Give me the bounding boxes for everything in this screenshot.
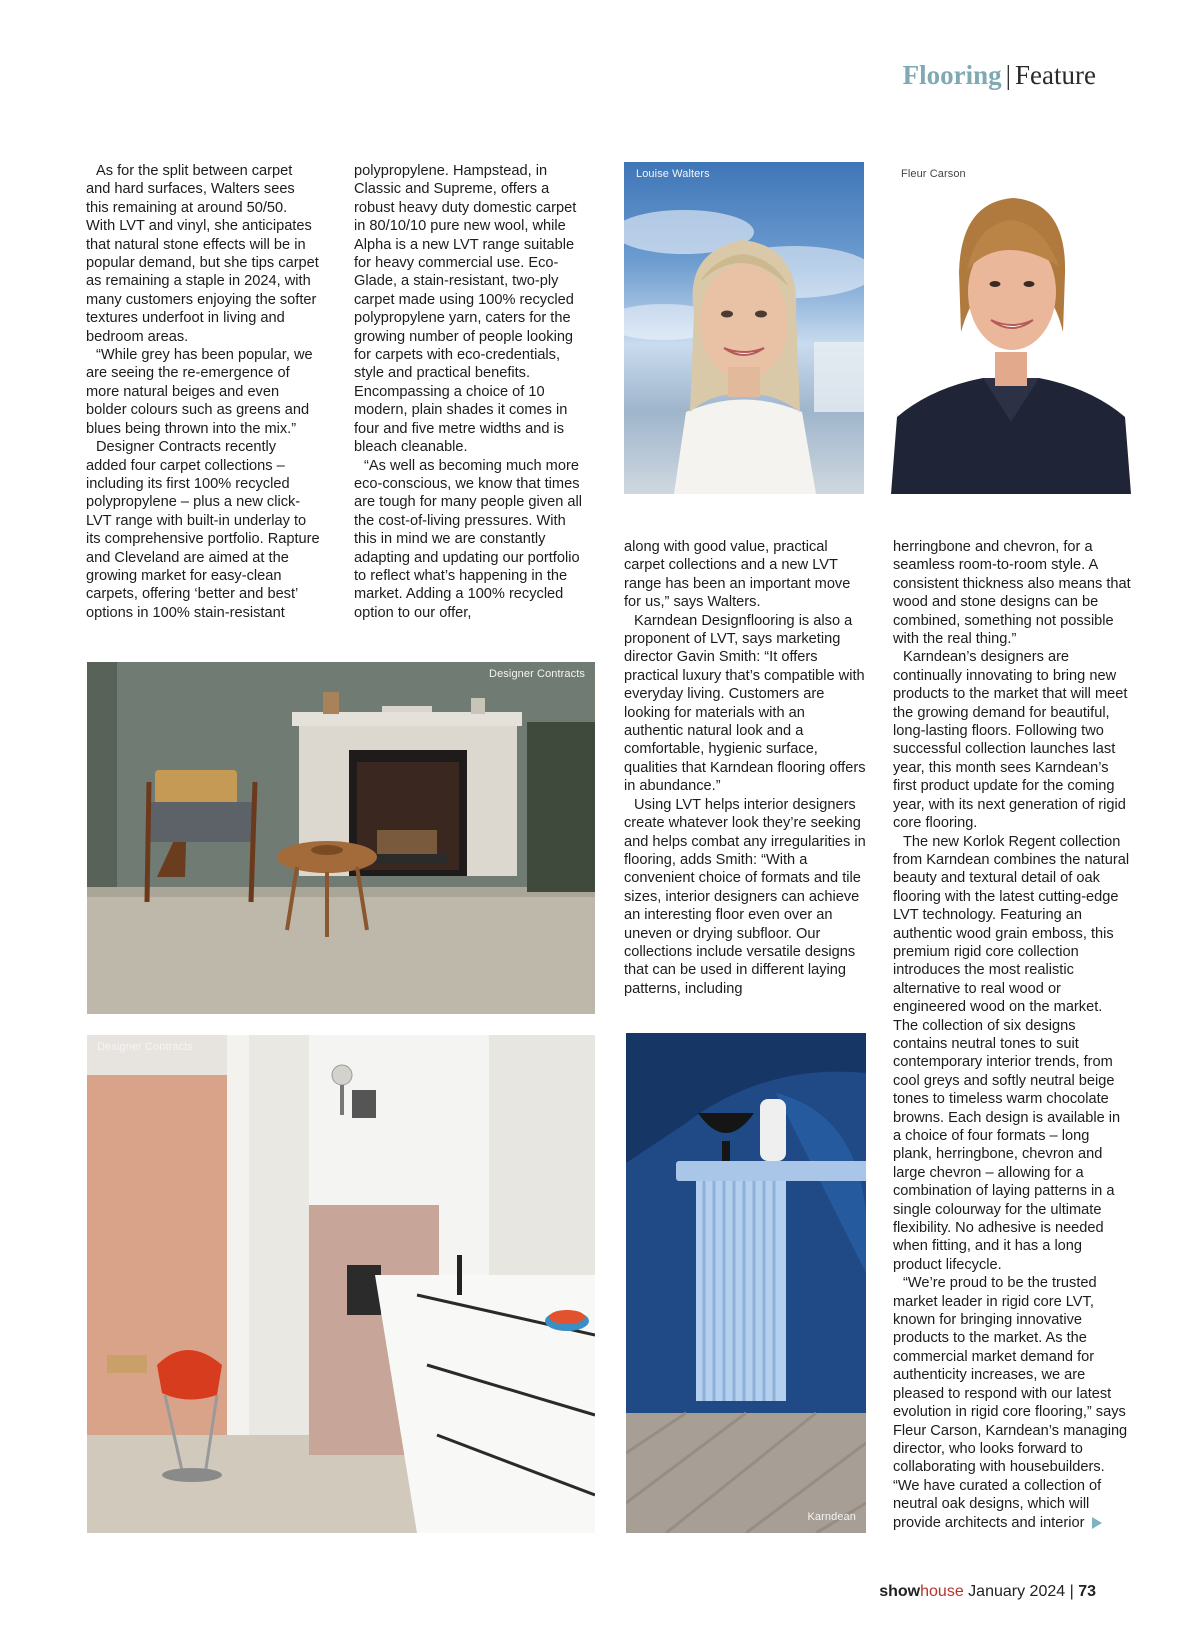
room-illustration	[87, 662, 595, 1014]
paragraph: “As well as becoming much more eco-conscious, we know that times are tough for many people given all the cost-of-living pressures. With this in mind we are constantly adapting and updating our portfolio to reflect what’s happening in the market. Adding a 100% recycled option to our offer,	[354, 457, 582, 621]
kitchen-photo	[87, 1035, 595, 1533]
magazine-brand-show: show	[879, 1583, 921, 1600]
louise-walters-photo	[624, 162, 864, 494]
paragraph-text: “We’re proud to be the trusted market leader in rigid core LVT, known for bringing innovative products to the market. As the commercial market demand for authenticity increases, we are pleased to respond with our latest evolution in rigid core flooring,” says Fleur Carson, Karndean’s managing director, who looks forward to collaborating with housebuilders. “We have curated a collection of neutral oak designs, which will provide architects and interior	[893, 1275, 1128, 1531]
kitchen-illustration	[87, 1035, 595, 1533]
paragraph	[893, 1274, 1131, 1532]
paragraph: Using LVT helps interior designers create whatever look they’re seeking and helps combat any irregularities in flooring, adds Smith: “With a convenient choice of formats and tile sizes, interior designers can achieve an interesting floor even over an uneven or drying subfloor. Our collections include versatile designs that can be used in different laying patterns, including	[624, 796, 866, 997]
paragraph: Designer Contracts recently added four carpet collections – including its first 100% recycled polypropylene – plus a new click-LVT range with built-in underlay to its comprehensive portfolio. Rapture and Cleveland are aimed at the growing market for easy-clean carpets, offering ‘better and best’ options in 100% stain-resistant	[86, 439, 320, 621]
section-kind: Feature	[1015, 60, 1096, 90]
header-separator: |	[1005, 60, 1012, 90]
issue-date: January 2024	[968, 1583, 1066, 1600]
fleur-carson-photo	[891, 162, 1131, 494]
article-column-2	[354, 162, 590, 622]
article-column-1	[86, 162, 320, 622]
photo-caption: Karndean	[807, 1511, 856, 1523]
paragraph: Karndean Designflooring is also a proponent of LVT, says marketing director Gavin Smith: “It offers practical luxury that’s compatible with everyday living. Customers are looking for materials with an authentic natural look and a comfortable, hygienic surface, qualities that Karndean flooring offers in abundance.”	[624, 612, 866, 795]
paragraph: As for the split between carpet and hard surfaces, Walters sees this remaining at around 50/50. With LVT and vinyl, she anticipates that natural stone effects will be in popular demand, but she tips carpet as remaining a staple in 2024, with many customers enjoying the softer textures underfoot in living and bedroom areas.	[86, 163, 319, 345]
photo-caption: Designer Contracts	[489, 668, 585, 680]
karndean-photo	[626, 1033, 866, 1533]
photo-caption: Louise Walters	[636, 168, 710, 180]
section-name: Flooring	[902, 60, 1002, 90]
footer-separator: |	[1069, 1583, 1074, 1600]
photo-caption: Fleur Carson	[901, 168, 966, 180]
continue-arrow-icon	[1092, 1517, 1102, 1529]
section-header	[903, 60, 1096, 91]
page-footer	[879, 1583, 1096, 1601]
portrait-illustration	[624, 162, 864, 494]
fireplace-room-photo	[87, 662, 595, 1014]
article-column-4	[893, 538, 1131, 1532]
paragraph: “While grey has been popular, we are seeing the re-emergence of more natural beiges and even bolder colours such as greens and blues being thrown into the mix.”	[86, 347, 313, 437]
article-column-3	[624, 538, 868, 998]
paragraph: polypropylene. Hampstead, in Classic and Supreme, offers a robust heavy duty domestic carpet in 80/10/10 pure new wool, while Alpha is a new LVT range suitable for heavy commercial use. Eco-Glade, a stain-resistant, two-ply carpet made using 100% recycled polypropylene yarn, caters for the growing number of people looking for carpets with eco-credentials, style and practical benefits. Encompassing a choice of 10 modern, plain shades it comes in four and five metre widths and is bleach cleanable.	[354, 163, 577, 456]
paragraph: The new Korlok Regent collection from Karndean combines the natural beauty and textural detail of oak flooring with the latest cutting-edge LVT technology. Featuring an authentic wood grain emboss, this premium rigid core collection introduces the most realistic alternative to real wood or engineered wood on the market. The collection of six designs contains neutral tones to suit contemporary interior trends, from cool greys and softly neutral beige tones to timeless warm chocolate browns. Each design is available in a choice of four formats – long plank, herringbone, chevron and large chevron – allowing for a combination of laying patterns in a single colourway for the ultimate flexibility. No adhesive is needed when fitting, and it has a long product lifecycle.	[893, 833, 1130, 1273]
portrait-illustration	[891, 162, 1131, 494]
photo-caption: Designer Contracts	[97, 1041, 193, 1053]
karndean-illustration	[626, 1033, 866, 1533]
magazine-brand-house: house	[920, 1583, 964, 1600]
paragraph: along with good value, practical carpet collections and a new LVT range has been an important move for us,” says Walters.	[624, 539, 851, 611]
paragraph: Karndean’s designers are continually innovating to bring new products to the market that will meet the growing demand for beautiful, long-lasting floors. Following two successful collection launches last year, this month sees Karndean’s first product update for the coming year, with its next generation of rigid core flooring.	[893, 649, 1128, 832]
paragraph: herringbone and chevron, for a seamless room-to-room style. A consistent thickness also means that wood and stone designs can be combined, something not possible with the real thing.”	[893, 539, 1131, 648]
page-number: 73	[1078, 1583, 1096, 1600]
